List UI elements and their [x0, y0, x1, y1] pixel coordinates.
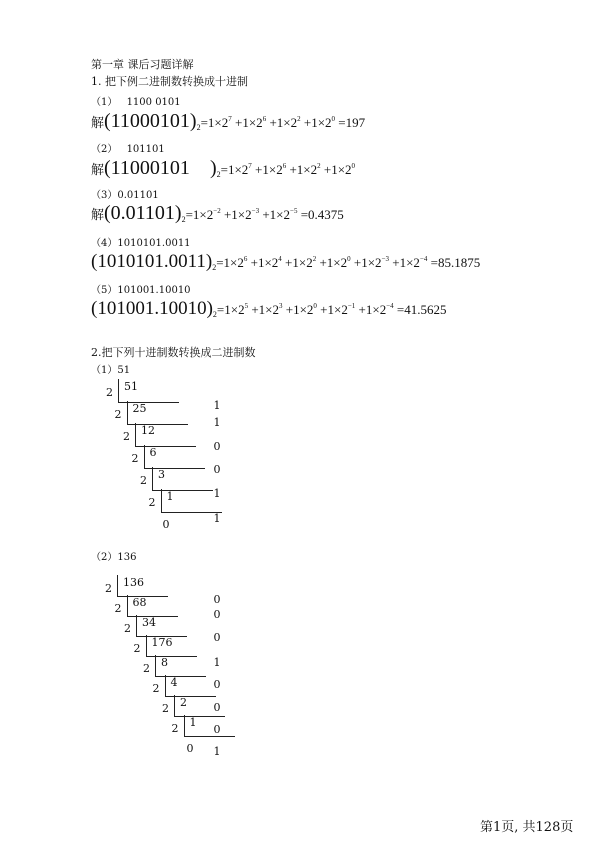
- value: 101001.10010: [117, 285, 191, 296]
- quotient: 2: [180, 696, 187, 709]
- close-paren: ): [209, 157, 217, 179]
- value: 0.01101: [117, 190, 159, 201]
- quotient: 4: [170, 676, 178, 689]
- rhs: $=1\times 2^{-2} +1\times 2^{-3} +1\times 2^{-5} =0.4375$: [185, 207, 344, 222]
- value: 1100 0101: [126, 97, 181, 108]
- jie: 解: [91, 115, 105, 130]
- divisor: 2: [171, 722, 179, 735]
- quotient: 34: [142, 616, 156, 629]
- remainder: 1: [213, 512, 221, 525]
- quotient: 3: [158, 468, 165, 481]
- remainder: 0: [213, 593, 221, 606]
- remainder: 1: [213, 745, 221, 758]
- final-quotient: 0: [186, 742, 194, 755]
- remainder: 1: [213, 487, 221, 500]
- quotient: 68: [132, 596, 147, 609]
- base: 2: [216, 170, 221, 179]
- divisor: 2: [131, 452, 139, 465]
- binary: (1010101.0011): [91, 251, 213, 272]
- value: 101101: [126, 144, 165, 155]
- quotient: 6: [149, 446, 157, 459]
- remainder: 0: [213, 608, 221, 621]
- base: 2: [181, 215, 186, 224]
- divisor: 2: [124, 622, 131, 635]
- label: （1）: [91, 97, 118, 108]
- chapter-title: 第一章 课后习题详解: [91, 58, 194, 71]
- remainder: 0: [213, 440, 221, 453]
- remainder: 0: [213, 631, 221, 644]
- divisor: 2: [152, 682, 160, 695]
- q1-p5-label: [91, 281, 191, 296]
- base: 2: [196, 123, 201, 132]
- base: 2: [212, 310, 217, 319]
- quotient: 25: [132, 402, 147, 415]
- jie: 解: [91, 207, 105, 222]
- remainder: 0: [213, 723, 221, 736]
- divisor: 2: [148, 496, 156, 509]
- q1-p1-label: [91, 93, 181, 108]
- binary: (11000101: [104, 157, 190, 179]
- rhs: $=1\times 2^7 +1\times 2^6 +1\times 2^2 +1\times 2^0$: [220, 162, 356, 177]
- divisor: 2: [106, 386, 113, 399]
- label: （5）: [91, 285, 118, 296]
- q1-p3-label: [91, 186, 159, 201]
- quotient: 51: [124, 380, 138, 393]
- remainder: 1: [213, 399, 221, 412]
- quotient: 1: [189, 716, 197, 729]
- remainder: 0: [213, 678, 221, 691]
- rhs: $=1\times 2^7 +1\times 2^6 +1\times 2^2 +1\times 2^0 =197$: [200, 115, 366, 130]
- q1-p5-equation: [91, 298, 447, 320]
- page-footer: 第1页, 共128页: [480, 820, 574, 835]
- remainder: 0: [213, 463, 221, 476]
- quotient: 136: [123, 576, 144, 589]
- q1-p1-equation: [91, 110, 365, 133]
- rhs: $=1\times 2^5 +1\times 2^3 +1\times 2^0 +1\times 2^{-1} +1\times 2^{-4} =41.5625$: [216, 302, 447, 317]
- base: 2: [212, 263, 217, 272]
- divisor: 2: [143, 662, 150, 675]
- binary: (0.01101): [104, 202, 182, 224]
- binary: (101001.10010): [91, 298, 213, 319]
- divisor: 2: [140, 474, 147, 487]
- quotient: 12: [141, 424, 155, 437]
- q1-p4-equation: [91, 251, 480, 273]
- label: （3）: [91, 190, 118, 201]
- remainder: 1: [213, 416, 221, 429]
- final-quotient: 0: [162, 518, 170, 531]
- label: （4）: [91, 238, 118, 249]
- divisor: 2: [114, 602, 122, 615]
- q2-heading: 2.把下列十进制数转换成二进制数: [91, 346, 256, 359]
- q1-p4-label: [91, 234, 191, 249]
- quotient: 8: [161, 656, 168, 669]
- binary: (11000101): [104, 110, 197, 132]
- q1-p2-equation: [91, 157, 355, 180]
- q1-p3-equation: [91, 202, 344, 225]
- q1-p2-label: [91, 140, 165, 155]
- q2-p1-label: （1）51: [91, 365, 131, 376]
- q1-heading: 1. 把下例二进制数转换成十进制: [91, 75, 248, 88]
- remainder: 0: [213, 701, 221, 714]
- value: 1010101.0011: [117, 238, 191, 249]
- divisor: 2: [133, 642, 141, 655]
- q2-p2-label: （2）136: [91, 552, 137, 563]
- quotient: 1: [166, 490, 174, 503]
- jie: 解: [91, 162, 105, 177]
- rhs: $=1\times 2^6 +1\times 2^4 +1\times 2^2 +1\times 2^0 +1\times 2^{-3} +1\times 2^{-4} =85.1875$: [216, 255, 481, 270]
- divisor: 2: [162, 702, 169, 715]
- quotient: 176: [151, 636, 173, 649]
- divisor: 2: [114, 408, 122, 421]
- remainder: 1: [213, 656, 221, 669]
- label: （2）: [91, 144, 118, 155]
- divisor: 2: [123, 430, 130, 443]
- divisor: 2: [105, 582, 112, 595]
